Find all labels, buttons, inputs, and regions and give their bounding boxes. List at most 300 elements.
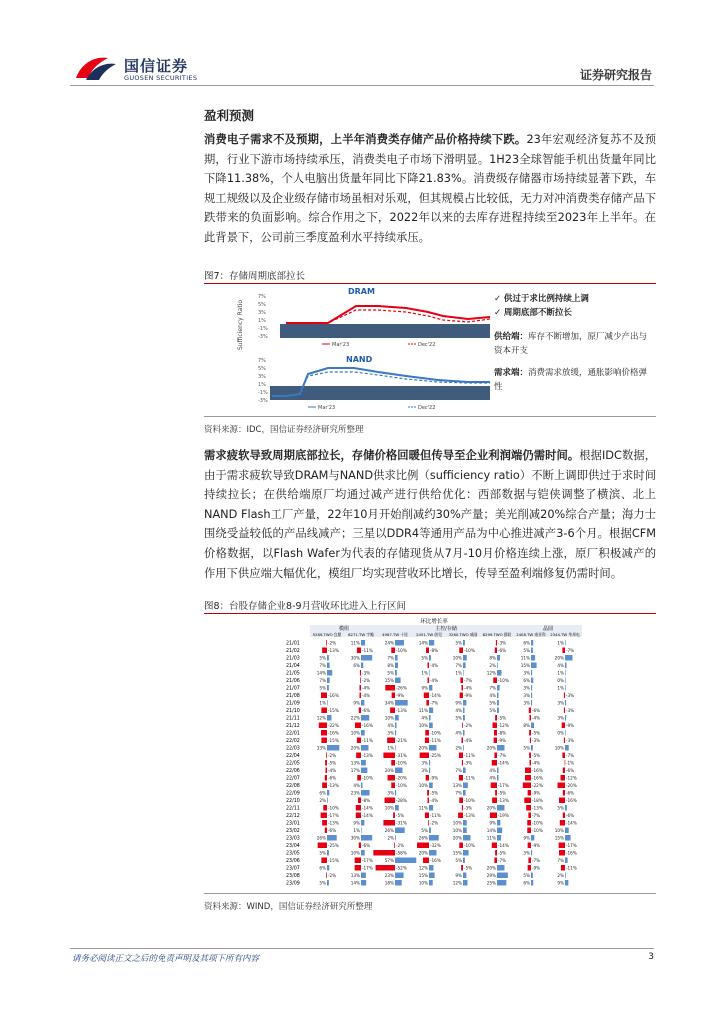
growth-bar	[321, 708, 327, 714]
growth-bar	[463, 850, 469, 856]
paragraph-1	[204, 130, 656, 248]
figure-7-top-rule	[204, 283, 656, 284]
growth-bar	[497, 873, 508, 879]
row-month: 22/11	[286, 806, 300, 812]
growth-value: -11%	[566, 865, 577, 871]
growth-value: -11%	[362, 648, 373, 653]
growth-value: 4%	[387, 723, 394, 728]
growth-bar	[564, 738, 565, 744]
growth-bar	[429, 745, 436, 751]
row-month: 21/06	[286, 679, 300, 684]
growth-value: 13%	[350, 760, 360, 766]
growth-value: -2%	[362, 678, 371, 683]
growth-value: -5%	[532, 730, 541, 736]
growth-value: 8%	[489, 655, 496, 661]
growth-value: -19%	[498, 813, 509, 818]
growth-value: 5%	[523, 745, 530, 751]
growth-value: -8%	[498, 730, 507, 736]
growth-bar	[395, 768, 402, 774]
row-month: 23/04	[286, 844, 300, 849]
growth-value: 6%	[353, 663, 360, 668]
growth-value: -10%	[464, 648, 475, 653]
growth-bar	[463, 640, 465, 646]
growth-bar	[360, 678, 361, 684]
growth-value: -10%	[362, 775, 373, 781]
growth-bar	[496, 640, 497, 646]
growth-value: 20%	[384, 768, 394, 773]
dram-legend-dec22: Dec'22	[418, 342, 436, 348]
growth-bar	[357, 775, 361, 781]
growth-bar	[429, 850, 436, 856]
growth-value: 4%	[455, 730, 462, 736]
growth-value: 3%	[523, 670, 530, 676]
growth-value: -9%	[464, 693, 473, 698]
growth-bar	[494, 858, 497, 864]
growth-value: 15%	[384, 678, 394, 683]
growth-bar	[428, 663, 429, 669]
growth-bar	[393, 813, 395, 819]
growth-value: 9%	[353, 700, 360, 706]
growth-value: 18%	[384, 880, 394, 886]
growth-value: -22%	[532, 783, 543, 788]
growth-value: 10%	[350, 850, 360, 856]
growth-value: 9%	[455, 873, 462, 878]
growth-value: -2%	[328, 640, 337, 646]
growth-bar	[326, 768, 327, 774]
growth-value: 11%	[418, 805, 428, 811]
group-label: 主控/存储	[435, 626, 457, 632]
growth-value: -3%	[464, 760, 473, 766]
growth-bar	[426, 775, 429, 781]
growth-bar	[527, 820, 531, 826]
growth-bar	[395, 655, 398, 661]
growth-bar	[490, 813, 497, 819]
growth-bar	[429, 835, 439, 841]
growth-value: -9%	[566, 723, 575, 728]
growth-bar	[322, 648, 327, 654]
growth-value: 15%	[520, 663, 530, 668]
growth-value: 6%	[523, 678, 530, 683]
growth-value: -4%	[430, 798, 439, 803]
growth-value: -7%	[532, 813, 541, 818]
growth-value: -4%	[532, 760, 541, 766]
growth-bar	[327, 880, 329, 886]
growth-bar	[495, 850, 497, 856]
growth-bar	[558, 783, 565, 789]
growth-bar	[497, 880, 506, 886]
growth-value: 7%	[455, 663, 462, 668]
growth-value: -15%	[328, 708, 339, 713]
growth-bar	[565, 655, 572, 661]
dram-area-band	[280, 324, 490, 338]
row-month: 22/10	[286, 799, 300, 804]
growth-value: -58%	[396, 850, 407, 856]
growth-value: -7%	[430, 700, 439, 706]
growth-bar	[361, 783, 362, 789]
group-label: 模组	[338, 626, 350, 632]
column-header: 8271.TW 宇瞻	[348, 632, 374, 637]
growth-bar	[559, 843, 565, 849]
growth-bar	[531, 685, 532, 691]
growth-bar	[319, 723, 327, 729]
growth-value: -14%	[430, 693, 441, 698]
figure-8-top-rule	[204, 613, 656, 614]
growth-value: -6%	[566, 768, 575, 773]
growth-bar	[528, 790, 531, 796]
growth-bar	[497, 670, 501, 676]
growth-bar	[361, 730, 365, 736]
growth-value: -25%	[328, 843, 339, 848]
growth-bar	[392, 693, 395, 699]
growth-bar	[531, 835, 534, 841]
growth-bar	[417, 843, 429, 849]
growth-value: -16%	[532, 775, 543, 781]
note-supply: 供给端：库存不断增加，原厂减少产出与资本开支	[494, 332, 648, 356]
growth-value: 13%	[452, 783, 462, 788]
row-month: 21/03	[286, 656, 300, 662]
growth-value: 3%	[421, 760, 428, 766]
row-month: 21/07	[286, 686, 300, 692]
growth-value: -13%	[464, 813, 475, 818]
y-tick-label: 1%	[258, 382, 266, 388]
growth-bar	[395, 723, 396, 729]
growth-bar	[526, 805, 531, 811]
growth-bar	[395, 678, 401, 684]
row-month: 23/02	[286, 829, 300, 834]
growth-value: 5%	[557, 805, 564, 811]
growth-bar	[395, 745, 396, 751]
growth-value: -2%	[328, 753, 337, 758]
growth-value: -21%	[396, 738, 407, 743]
growth-bar	[361, 655, 372, 661]
growth-bar	[459, 648, 463, 654]
growth-value: -4%	[532, 715, 541, 721]
growth-bar	[428, 798, 429, 804]
growth-bar	[531, 693, 532, 699]
growth-value: -4%	[362, 685, 371, 691]
growth-value: -28%	[396, 798, 407, 803]
row-month: 22/09	[286, 791, 300, 797]
figure-8-source: 资料来源：WIND，国信证券经济研究所整理	[204, 902, 373, 912]
growth-bar	[428, 820, 429, 826]
growth-bar	[327, 745, 339, 751]
growth-value: 2%	[557, 873, 564, 878]
growth-value: -20%	[396, 775, 407, 781]
growth-value: 1%	[557, 685, 564, 691]
growth-bar	[355, 858, 361, 864]
growth-value: 2%	[319, 798, 326, 803]
growth-bar	[562, 753, 565, 759]
growth-value: 11%	[418, 708, 428, 713]
growth-value: 1%	[421, 670, 428, 676]
growth-value: -11%	[430, 813, 441, 818]
growth-bar	[327, 663, 330, 669]
growth-value: -16%	[362, 723, 373, 728]
fig7-ylabel: Sufficiency Ratio	[237, 299, 244, 350]
growth-value: -15%	[328, 858, 339, 863]
growth-bar	[462, 723, 463, 729]
growth-bar	[525, 775, 531, 781]
growth-value: 14%	[418, 640, 428, 646]
figure-8-caption: 图8：台股存储企业8-9月营收环比进入上行区间	[204, 601, 407, 612]
growth-value: 20%	[486, 865, 496, 871]
growth-value: -14%	[498, 843, 509, 848]
growth-value: 4%	[489, 693, 496, 698]
growth-value: 15%	[554, 835, 564, 841]
growth-value: 12%	[452, 880, 462, 886]
growth-value: -10%	[328, 805, 339, 811]
growth-value: 14%	[316, 670, 326, 676]
row-month: 23/06	[286, 859, 300, 864]
growth-value: 8%	[523, 723, 530, 728]
growth-bar	[361, 790, 370, 796]
growth-value: -6%	[498, 648, 507, 653]
y-tick-label: 7%	[258, 358, 266, 364]
growth-bar	[429, 880, 433, 886]
growth-bar	[531, 745, 533, 751]
growth-bar	[395, 858, 416, 864]
growth-bar	[327, 670, 332, 676]
growth-value: -5%	[328, 760, 337, 766]
growth-bar	[426, 648, 429, 654]
growth-value: 33%	[316, 745, 326, 751]
growth-value: -26%	[396, 685, 407, 691]
growth-bar	[497, 820, 500, 826]
section-title: 盈利预测	[204, 108, 255, 123]
growth-bar	[528, 858, 531, 864]
growth-bar	[395, 670, 397, 676]
growth-value: 15%	[418, 873, 428, 878]
growth-value: 10%	[418, 880, 428, 886]
growth-value: 4%	[557, 663, 564, 668]
growth-value: 9%	[557, 880, 564, 886]
growth-bar	[565, 663, 566, 669]
growth-bar	[494, 730, 497, 736]
growth-value: -11%	[464, 775, 475, 781]
growth-bar	[424, 693, 429, 699]
table-title: 环比增长率	[420, 619, 448, 625]
growth-bar	[495, 790, 497, 796]
growth-value: -15%	[328, 738, 339, 743]
growth-value: 3%	[557, 715, 564, 721]
growth-bar	[357, 648, 361, 654]
growth-bar	[463, 783, 468, 789]
dram-legend-mar23: Mar'23	[332, 342, 350, 348]
growth-bar	[429, 670, 430, 676]
note-demand: 需求端：消费需求放缓，通胀影响价格弹性	[494, 368, 648, 392]
growth-value: 3%	[523, 700, 530, 706]
paragraph-2-body: 根据IDC数据，由于需求疲软导致DRAM与NAND供求比例（sufficiency ratio）不断上调即供过于求时间持续拉长；在供给端原厂均通过减产进行供给优化：西部数据与铠侠调整了横滨、北上NAND Flash工厂产量，22年10月开始削减约30%产量；美光削减20%综合产量；海力士围绕受益较低的产品线减产；三星以DDR4等通用产品为中心推进减产3-6个月。根据CFM价格数据，以Flash Wafer为代表的存储现货从7月-10月价格连续上涨，原厂积极减产的作用下供应端大幅优化，模组厂均实现营收环比增长，传导至盈利端修复仍需时间。	[204, 449, 656, 580]
growth-value: -2%	[328, 873, 337, 878]
growth-value: 26%	[384, 828, 394, 833]
growth-value: -3%	[566, 693, 575, 698]
growth-value: -7%	[498, 753, 507, 758]
growth-value: -7%	[532, 858, 541, 863]
growth-bar	[565, 685, 566, 691]
growth-bar	[565, 640, 566, 646]
growth-value: 6%	[523, 880, 530, 886]
growth-value: 10%	[554, 828, 564, 833]
growth-value: 9%	[421, 685, 428, 691]
row-month: 23/07	[286, 866, 300, 872]
growth-value: 5%	[523, 873, 530, 878]
growth-value: -5%	[498, 790, 507, 796]
growth-bar	[426, 700, 429, 706]
growth-value: 20%	[418, 850, 428, 856]
paragraph-1-lead: 消费电子需求不及预期，上半年消费类存储产品价格持续下跌。	[204, 133, 527, 146]
growth-value: 10%	[384, 715, 394, 721]
growth-value: -4%	[362, 693, 371, 698]
growth-bar	[326, 640, 327, 646]
row-month: 21/02	[286, 649, 300, 654]
growth-value: 5%	[319, 850, 326, 856]
growth-value: -12%	[498, 723, 509, 728]
growth-value: -11%	[430, 738, 441, 743]
nand-legend-mar23: Mar'23	[318, 405, 336, 411]
growth-value: -7%	[566, 753, 575, 758]
row-month: 22/05	[286, 761, 300, 767]
growth-value: 1%	[557, 640, 564, 646]
growth-value: -10%	[396, 783, 407, 788]
growth-value: 11%	[350, 640, 360, 646]
growth-value: 34%	[384, 700, 394, 706]
footer-divider	[70, 948, 654, 949]
growth-bar	[458, 813, 463, 819]
growth-value: -6%	[362, 708, 371, 713]
growth-bar	[497, 655, 500, 661]
growth-bar	[563, 768, 565, 774]
growth-value: -3%	[566, 708, 575, 713]
growth-bar	[429, 760, 430, 766]
growth-bar	[497, 805, 504, 811]
growth-value: -10%	[396, 760, 407, 766]
growth-value: 10%	[452, 828, 462, 833]
row-month: 22/12	[286, 814, 300, 819]
growth-bar	[565, 745, 569, 751]
growth-value: 26%	[316, 835, 326, 841]
growth-value: -14%	[566, 820, 577, 826]
paragraph-1-body: 23年宏观经济复苏不及预期，行业下游市场持续承压，消费类电子市场下滑明显。1H23全球智能手机出货量年同比下降11.38%，个人电脑出货量年同比下降21.83%。消费级存储器市场持续显著下跌，车规工规级以及企业级存储市场虽相对乐观，但其规模占比较低，无力对冲消费类存储产品下跌带来的负面影响。综合作用之下，2022年以来的去库存进程持续至2023年上半年。在此背景下，公司前三季度盈利水平持续承压。	[204, 133, 656, 244]
growth-bar	[530, 715, 531, 721]
growth-value: 5%	[489, 700, 496, 706]
growth-value: -31%	[396, 753, 407, 758]
growth-value: 1%	[557, 670, 564, 676]
growth-value: 1%	[387, 745, 394, 751]
growth-value: -6%	[532, 708, 541, 713]
growth-value: 26%	[418, 835, 428, 841]
report-type: 证券研究报告	[579, 68, 652, 82]
row-month: 21/09	[286, 701, 300, 707]
growth-value: 20%	[486, 805, 496, 811]
row-month: 23/05	[286, 851, 300, 857]
growth-bar	[326, 753, 327, 759]
row-month: 22/06	[286, 769, 300, 774]
growth-bar	[497, 708, 499, 714]
growth-bar	[361, 663, 363, 669]
growth-value: -14%	[498, 760, 509, 766]
growth-value: -16%	[532, 768, 543, 773]
growth-bar	[561, 865, 565, 871]
growth-bar	[361, 873, 366, 879]
growth-value: 5%	[319, 685, 326, 691]
growth-bar	[360, 693, 361, 699]
growth-bar	[395, 873, 404, 879]
growth-bar	[355, 723, 361, 729]
growth-bar	[463, 828, 467, 834]
column-header: 2408.TW 南亚科	[516, 632, 546, 637]
growth-bar	[327, 850, 329, 856]
guosen-logo-icon	[72, 52, 120, 84]
growth-bar	[357, 738, 361, 744]
growth-bar	[495, 648, 497, 654]
growth-bar	[531, 670, 532, 676]
growth-bar	[425, 813, 429, 819]
growth-value: -10%	[464, 798, 475, 803]
y-tick-label: -1%	[258, 326, 268, 332]
check-icon: ✓	[494, 308, 504, 318]
growth-value: 9%	[523, 835, 530, 841]
growth-value: -4%	[464, 685, 473, 691]
growth-bar	[492, 760, 497, 766]
growth-bar	[360, 685, 361, 691]
growth-value: 3%	[421, 768, 428, 773]
growth-bar	[322, 820, 327, 826]
growth-bar	[459, 775, 463, 781]
growth-value: 7%	[489, 685, 496, 691]
growth-value: -16%	[328, 730, 339, 736]
figure-7-source: 资料来源：IDC，国信证券经济研究所整理	[204, 425, 364, 435]
row-month: 21/04	[286, 664, 300, 669]
growth-bar	[394, 843, 395, 849]
growth-value: -13%	[328, 783, 339, 788]
growth-value: -9%	[532, 790, 541, 796]
growth-value: 14%	[486, 828, 496, 833]
growth-bar	[531, 640, 533, 646]
growth-bar	[321, 693, 327, 699]
growth-value: 9%	[489, 820, 496, 826]
growth-value: 9%	[455, 700, 462, 706]
growth-bar	[563, 813, 565, 819]
growth-value: 10%	[452, 820, 462, 826]
column-header: 2344.TW 华邦电	[550, 632, 580, 637]
growth-bar	[530, 760, 531, 766]
growth-value: -10%	[532, 828, 543, 833]
growth-bar	[459, 753, 463, 759]
growth-bar	[361, 850, 365, 856]
growth-value: 4%	[489, 775, 496, 781]
growth-bar	[463, 880, 467, 886]
growth-value: 20%	[554, 655, 564, 661]
growth-bar	[463, 708, 464, 714]
growth-value: 10%	[418, 783, 428, 788]
growth-bar	[531, 723, 534, 729]
growth-bar	[325, 760, 327, 766]
growth-value: -32%	[430, 843, 441, 848]
growth-bar	[565, 670, 566, 676]
y-tick-label: 1%	[258, 318, 266, 324]
growth-bar	[390, 708, 395, 714]
growth-bar	[463, 715, 465, 721]
growth-value: -6%	[328, 775, 337, 781]
growth-bar	[463, 858, 465, 864]
growth-bar	[361, 768, 367, 774]
growth-bar	[327, 865, 329, 871]
growth-bar	[463, 730, 464, 736]
growth-bar	[361, 820, 364, 826]
growth-bar	[562, 723, 565, 729]
growth-bar	[531, 655, 535, 661]
growth-value: -3%	[498, 640, 507, 646]
